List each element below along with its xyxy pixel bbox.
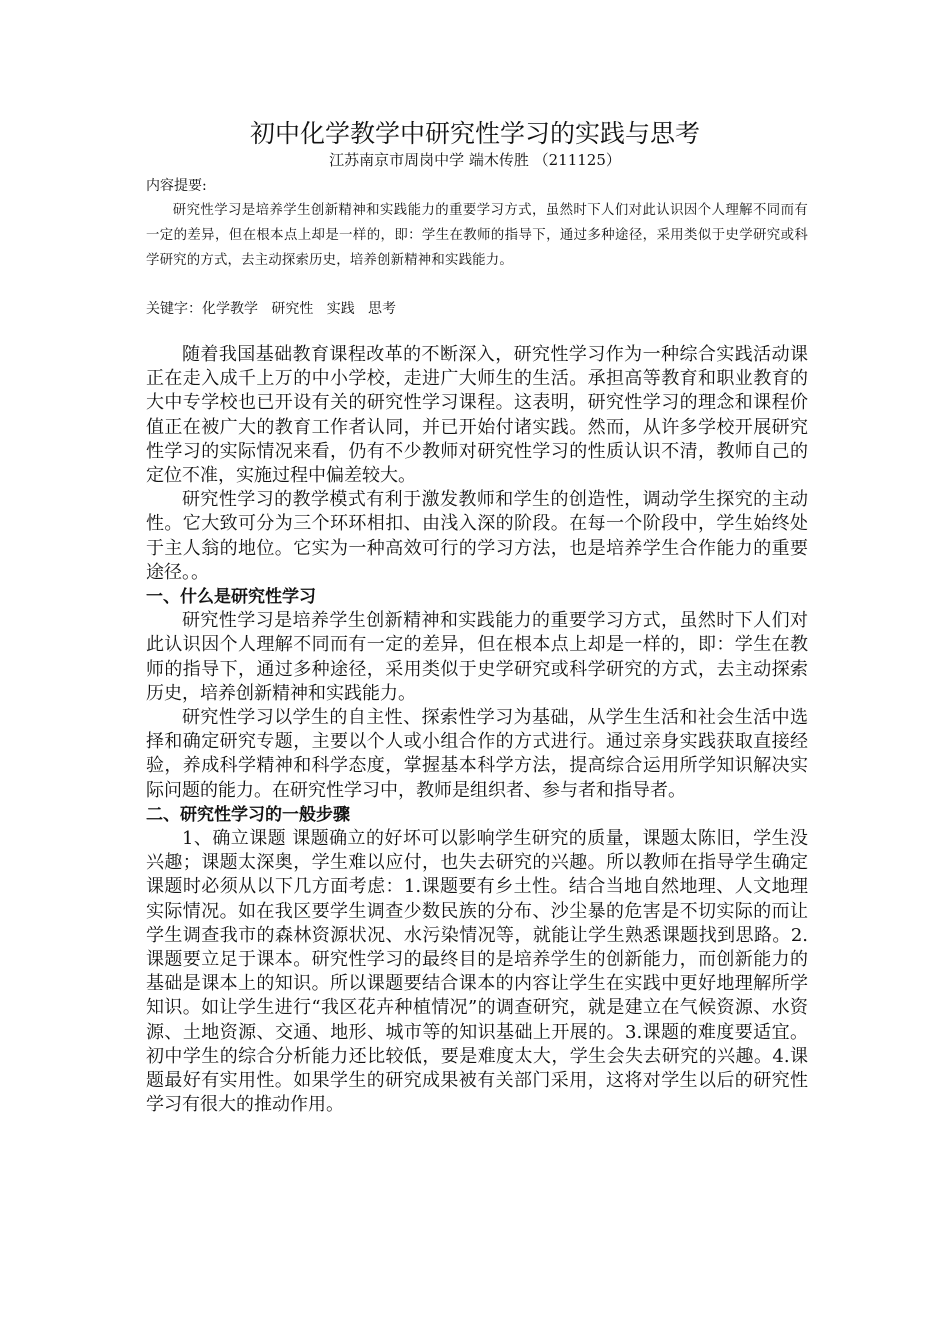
body-paragraph: 研究性学习的教学模式有利于激发教师和学生的创造性，调动学生探究的主动性。它大致可分为三个环环相扣、由浅入深的阶段。在每一个阶段中，学生始终处于主人翁的地位。它实为一种高效可行的学习方法，也是培养学生合作能力的重要途径。。 <box>146 489 808 583</box>
section-heading: 一、什么是研究性学习 <box>146 587 316 608</box>
abstract-label: 内容提要: <box>146 178 207 194</box>
document-title: 初中化学教学中研究性学习的实践与思考 <box>249 119 700 148</box>
author-line: 江苏南京市周岗中学 端木传胜 （211125） <box>329 151 621 169</box>
body-paragraph: 研究性学习是培养学生创新精神和实践能力的重要学习方式，虽然时下人们对此认识因个人理解不同而有一定的差异，但在根本点上却是一样的，即：学生在教师的指导下，通过多种途径，采用类似于史学研究或科学研究的方式，去主动探索历史，培养创新精神和实践能力。 <box>146 610 808 704</box>
body-paragraph: 研究性学习以学生的自主性、探索性学习为基础，从学生生活和社会生活中选择和确定研究专题，主要以个人或小组合作的方式进行。通过亲身实践获取直接经验，养成科学精神和科学态度，掌握基本科学方法，提高综合运用所学知识解决实际问题的能力。在研究性学习中，教师是组织者、参与者和指导者。 <box>146 707 808 801</box>
body-paragraph: 随着我国基础教育课程改革的不断深入，研究性学习作为一种综合实践活动课正在走入成千上万的中小学校，走进广大师生的生活。承担高等教育和职业教育的大中专学校也已开设有关的研究性学习课程。这表明，研究性学习的理念和课程价值正在被广大的教育工作者认同，并已开始付诸实践。然而，从许多学校开展研究性学习的实际情况来看，仍有不少教师对研究性学习的性质认识不清，教师自己的定位不准，实施过程中偏差较大。 <box>146 344 808 487</box>
keywords-line: 关键字：化学教学 研究性 实践 思考 <box>146 301 397 317</box>
abstract-text: 研究性学习是培养学生创新精神和实践能力的重要学习方式，虽然时下人们对此认识因个人理解不同而有一定的差异，但在根本点上却是一样的，即：学生在教师的指导下，通过多种途径，采用类似于史学研究或科学研究的方式，去主动探索历史，培养创新精神和实践能力。 <box>146 203 808 268</box>
section-heading: 二、研究性学习的一般步骤 <box>146 804 350 825</box>
document-body <box>146 343 808 1118</box>
body-paragraph: 1、确立课题 课题确立的好坏可以影响学生研究的质量，课题太陈旧，学生没兴趣；课题太深奥，学生难以应付，也失去研究的兴趣。所以教师在指导学生确定课题时必须从以下几方面考虑：1.课题要有乡土性。结合当地自然地理、人文地理实际情况。如在我区要学生调查少数民族的分布、沙尘暴的危害是不切实际的而让学生调查我市的森林资源状况、水污染情况等，就能让学生熟悉课题找到思路。2.课题要立足于课本。研究性学习的最终目的是培养学生的创新能力，而创新能力的基础是课本上的知识。所以课题要结合课本的内容让学生在实践中更好地理解所学知识。如让学生进行“我区花卉种植情况”的调查研究，就是建立在气候资源、水资源、土地资源、交通、地形、城市等的知识基础上开展的。3.课题的难度要适宜。初中学生的综合分析能力还比较低，要是难度太大，学生会失去研究的兴趣。4.课题最好有实用性。如果学生的研究成果被有关部门采用，这将对学生以后的研究性学习有很大的推动作用。 <box>146 828 808 1116</box>
